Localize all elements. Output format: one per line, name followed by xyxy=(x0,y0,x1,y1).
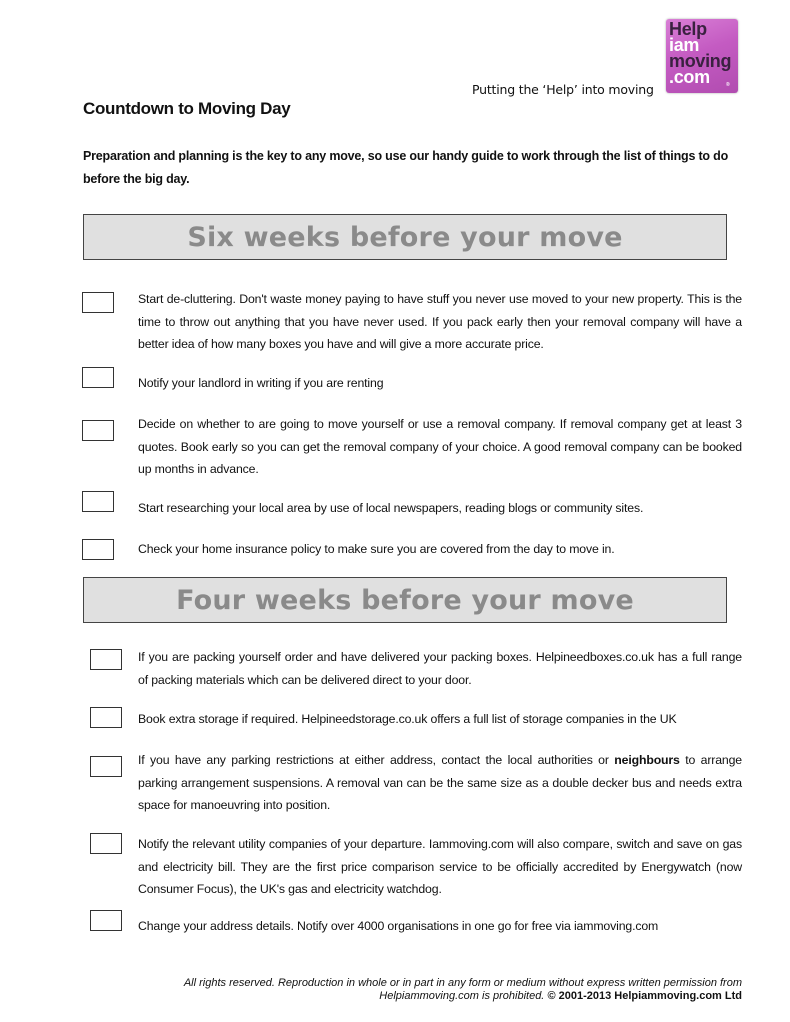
text-segment: to arrange parking arrangement suspensions. A removal van can be the same size as a double decker bus and needs extra space for manoeuvring into position. xyxy=(138,753,743,812)
checkbox[interactable] xyxy=(90,756,122,777)
footer-line-2-italic: Helpiammoving.com is prohibited. xyxy=(379,990,548,1002)
checkbox[interactable] xyxy=(90,910,122,931)
helpiammoving-logo xyxy=(666,19,738,93)
checkbox[interactable] xyxy=(82,491,114,512)
checkbox[interactable] xyxy=(82,539,114,560)
page-title: Countdown to Moving Day xyxy=(83,99,291,118)
logo-text-iam: iam xyxy=(669,35,700,55)
checkbox[interactable] xyxy=(90,707,122,728)
checkbox[interactable] xyxy=(82,420,114,441)
checkbox[interactable] xyxy=(82,292,114,313)
checklist-item-text: Change your address details. Notify over 4000 organisations in one go for free via iammoving.com xyxy=(138,919,659,933)
checkbox[interactable] xyxy=(82,367,114,388)
registered-mark-icon: ® xyxy=(726,82,730,88)
checklist-item-text: Notify your landlord in writing if you are renting xyxy=(138,376,384,390)
checklist-item-text: Notify the relevant utility companies of your departure. Iammoving.com will also compare, switch and save on gas and electricity bill. They are the first price comparison service to be officially accredited by Energywatch (now Consumer Focus), the UK's gas and electricity watchdog. xyxy=(138,837,742,896)
checkbox[interactable] xyxy=(90,649,122,670)
logo-text-help: Help xyxy=(669,19,707,39)
checklist-item-text: Check your home insurance policy to make sure you are covered from the day to move in. xyxy=(138,542,615,556)
footer-line-2 xyxy=(184,990,742,1003)
checklist-item-text: Start de-cluttering. Don't waste money paying to have stuff you never use moved to your new property. This is the time to throw out anything that you have never used. If you pack early then your removal company will have a better idea of how many boxes you have and will give a more accurate price. xyxy=(138,292,742,351)
tagline: Putting the ‘Help’ into moving xyxy=(472,82,654,97)
footer-copyright-notice: © 2001-2013 Helpiammoving.com Ltd xyxy=(547,990,742,1002)
footer-copyright xyxy=(184,977,742,1003)
section-header-six-weeks: Six weeks before your move xyxy=(83,214,727,260)
intro-paragraph: Preparation and planning is the key to any move, so use our handy guide to work through the list of things to do before the big day. xyxy=(83,149,729,186)
logo-text-com: .com xyxy=(669,67,710,87)
checklist-item-text: Decide on whether to are going to move yourself or use a removal company. If removal company get at least 3 quotes. Book early so you can get the removal company of your choice. A good removal company can be booked up months in advance. xyxy=(138,417,742,476)
checkbox[interactable] xyxy=(90,833,122,854)
text-segment: If you have any parking restrictions at either address, contact the local authorities or xyxy=(138,753,615,767)
logo-text-moving: moving xyxy=(669,51,732,71)
footer-line-1: All rights reserved. Reproduction in whole or in part in any form or medium without express written permission from xyxy=(183,977,742,989)
text-bold-neighbours: neighbours xyxy=(614,753,680,767)
checklist-item-text: Start researching your local area by use of local newspapers, reading blogs or community sites. xyxy=(138,501,644,515)
section-header-four-weeks: Four weeks before your move xyxy=(83,577,727,623)
checklist-item-text xyxy=(138,749,742,817)
checklist-item-text: If you are packing yourself order and have delivered your packing boxes. Helpineedboxes.co.uk has a full range of packing materials which can be delivered direct to your door. xyxy=(138,650,742,687)
checklist-item-text: Book extra storage if required. Helpineedstorage.co.uk offers a full list of storage companies in the UK xyxy=(138,712,677,726)
